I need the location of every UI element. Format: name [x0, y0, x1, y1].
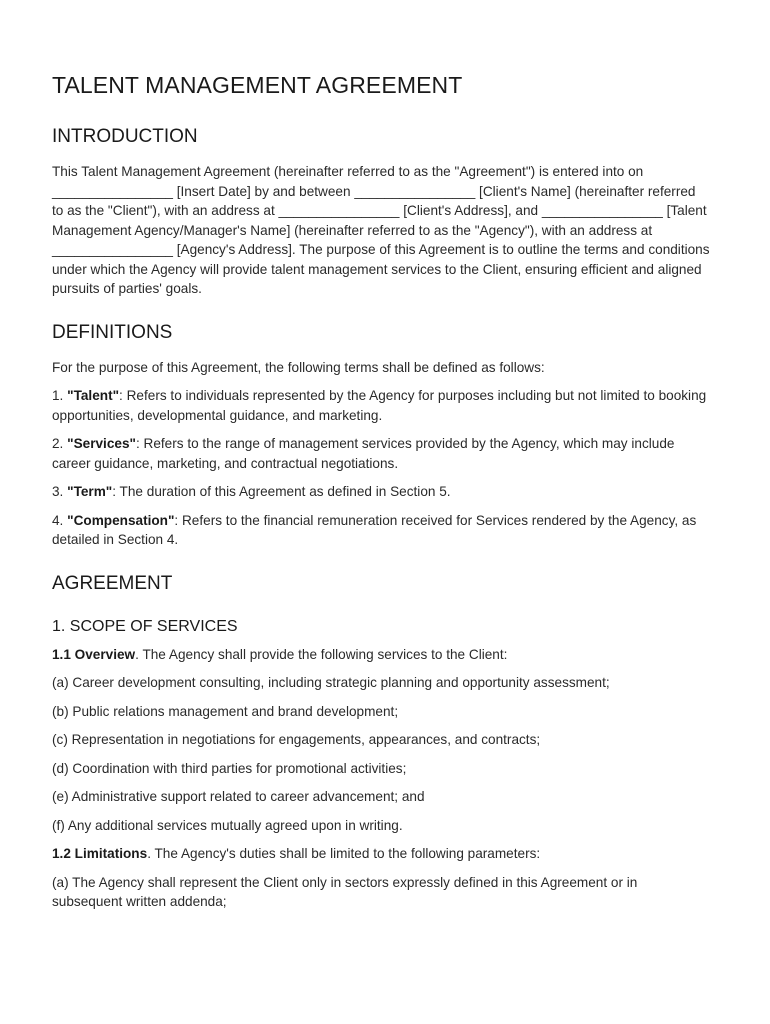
overview-paragraph [52, 645, 710, 665]
limitations-paragraph [52, 844, 710, 864]
document-title: TALENT MANAGEMENT AGREEMENT [52, 72, 463, 98]
definitions-heading: DEFINITIONS [52, 321, 173, 343]
definitions-intro: For the purpose of this Agreement, the following terms shall be defined as follows: [52, 359, 545, 375]
agreement-heading: AGREEMENT [52, 572, 173, 594]
definition-text: : The duration of this Agreement as defined in Section 5. [112, 484, 451, 499]
definition-term: "Services" [67, 436, 136, 451]
definition-text: : Refers to individuals represented by the Agency for purposes including but not limited to booking opportunities, developmental guidance, and marketing. [52, 388, 707, 423]
limitations-label: 1.2 Limitations [52, 846, 148, 861]
limitation-item-a: (a) The Agency shall represent the Client only in sectors expressly defined in this Agreement or in subsequent written addenda; [52, 874, 638, 909]
definition-term: "Term" [67, 484, 113, 499]
service-item-c: (c) Representation in negotiations for engagements, appearances, and contracts; [52, 732, 541, 747]
introduction-heading: INTRODUCTION [52, 126, 198, 147]
definition-number: 1. [52, 388, 68, 403]
definition-term: "Compensation" [67, 512, 175, 528]
definition-item-services [52, 434, 710, 473]
scope-of-services-heading: 1. SCOPE OF SERVICES [52, 617, 238, 635]
definition-item-talent [52, 386, 710, 425]
definition-term: "Talent" [67, 388, 120, 403]
definition-number: 4. [52, 512, 68, 528]
definition-text: : Refers to the financial remuneration received for Services rendered by the Agency, as detailed in Section 4. [52, 512, 697, 547]
service-item-d: (d) Coordination with third parties for promotional activities; [52, 760, 407, 776]
limitations-text: . The Agency's duties shall be limited to the following parameters: [147, 846, 541, 861]
definition-text: : Refers to the range of management services provided by the Agency, which may include career guidance, marketing, and contractual negotiations. [52, 436, 675, 471]
introduction-paragraph: This Talent Management Agreement (hereinafter referred to as the "Agreement") is entered into on ________________ [Insert Date] by and between ________________ [Client's Name] (hereinafter referred to as the "Client"), with an address at ________________ [Client's Address], and ________________ [Talent Management Agency/Manager's Name] (hereinafter referred to as the "Agency"), with an address at ________________ [Agency's Address]. The purpose of this Agreement is to outline the terms and conditions under which the Agency will provide talent management services to the Client, ensuring efficient and aligned pursuits of parties' goals. [52, 164, 710, 296]
definition-item-compensation [52, 511, 710, 550]
service-item-a: (a) Career development consulting, including strategic planning and opportunity assessment; [52, 675, 610, 690]
definition-number: 3. [52, 484, 68, 499]
service-item-b: (b) Public relations management and brand development; [52, 703, 399, 719]
definition-number: 2. [52, 436, 68, 451]
definition-item-term [52, 482, 710, 502]
overview-label: 1.1 Overview [52, 646, 136, 662]
service-item-f: (f) Any additional services mutually agreed upon in writing. [52, 817, 403, 833]
service-item-e: (e) Administrative support related to career advancement; and [52, 789, 425, 804]
overview-text: . The Agency shall provide the following services to the Client: [135, 646, 508, 662]
